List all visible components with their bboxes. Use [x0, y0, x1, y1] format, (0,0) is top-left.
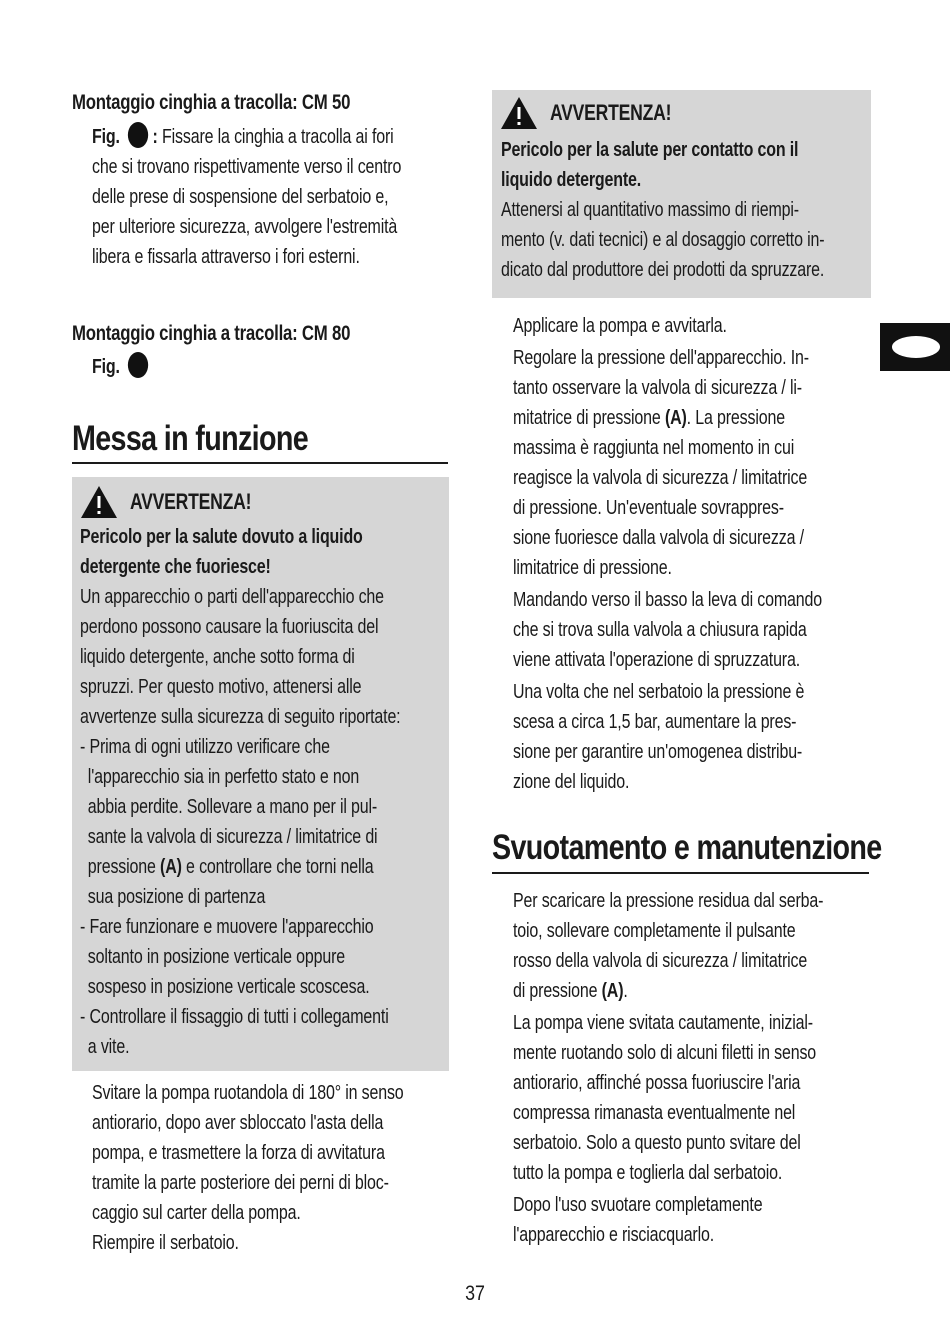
warning-bullet-line: soltanto in posizione verticale oppure — [87, 945, 345, 968]
step-line: Mandando verso il basso la leva di comando — [513, 588, 823, 611]
step-line: sione fuoriesce dalla valvola di sicurezza / — [513, 526, 804, 549]
section-title-svuotamento: Svuotamento e manutenzione — [492, 828, 882, 867]
maint-line: antiorario, affinché possa fuoriuscire l'aria — [513, 1071, 801, 1094]
maint-line: compressa rimanasta eventualmente nel — [513, 1101, 796, 1124]
warning-text — [80, 522, 440, 1062]
warning-title: AVVERTENZA! — [130, 489, 252, 514]
step-line: zione del liquido. — [513, 770, 630, 793]
body-line: Svitare la pompa ruotandola di 180° in senso — [92, 1081, 404, 1104]
step-line: mitatrice di pressione (A). La pressione — [513, 406, 785, 429]
page-number: 37 — [465, 1282, 485, 1305]
body-line: pompa, e trasmettere la forza di avvitatura — [92, 1141, 385, 1164]
cm50-body — [92, 122, 452, 272]
maint-line: Per scaricare la pressione residua dal serba- — [513, 889, 824, 912]
section-title-messa-in-funzione: Messa in funzione — [72, 419, 309, 458]
maint-line: tutto la pompa e toglierla dal serbatoio. — [513, 1161, 783, 1184]
body-line: Riempire il serbatoio. — [92, 1231, 239, 1254]
step-line: che si trova sulla valvola a chiusura rapida — [513, 618, 807, 641]
maintenance-text — [513, 886, 873, 1250]
warning-box-right — [492, 90, 871, 298]
cm50-text-first: Fissare la cinghia a tracolla ai fori — [162, 125, 394, 148]
warning-line: avvertenze sulla sicurezza di seguito riportate: — [80, 705, 401, 728]
maint-line: mente ruotando solo di alcuni filetti in senso — [513, 1041, 817, 1064]
step-line: Applicare la pompa e avvitarla. — [513, 314, 727, 337]
warning-triangle-icon — [80, 485, 118, 519]
cm50-line: per ulteriore sicurezza, avvolgere l'estremità — [92, 215, 398, 238]
step-line: Regolare la pressione dell'apparecchio. In- — [513, 346, 809, 369]
language-tab-oval-icon — [892, 336, 940, 358]
step-line: Una volta che nel serbatoio la pressione è — [513, 680, 805, 703]
maint-line: serbatoio. Solo a questo punto svitare del — [513, 1131, 801, 1154]
warning-bullet-line: sua posizione di partenza — [87, 885, 266, 908]
warning-text — [501, 135, 863, 285]
warning-bullet-line: abbia perdite. Sollevare a mano per il pul- — [87, 795, 378, 818]
warning-bold-line: Pericolo per la salute dovuto a liquido — [80, 525, 363, 548]
steps-text — [513, 311, 873, 797]
warning-bullet-line: sospeso in posizione verticale scoscesa. — [87, 975, 370, 998]
section-rule — [492, 872, 869, 874]
warning-bullet-line: sante la valvola di sicurezza / limitatrice di — [87, 825, 378, 848]
section-rule — [72, 462, 448, 464]
maint-line: l'apparecchio e risciacquarlo. — [513, 1223, 715, 1246]
warning-bullet-line: - Controllare il fissaggio di tutti i collegamenti — [80, 1005, 389, 1028]
valve-reference-label: (A) — [601, 979, 624, 1002]
warning-line: liquido detergente, anche sotto forma di — [80, 645, 355, 668]
after-warning-text — [92, 1078, 452, 1258]
step-line: reagisce la valvola di sicurezza / limitatrice — [513, 466, 808, 489]
step-line: limitatrice di pressione. — [513, 556, 672, 579]
warning-line: spruzzi. Per questo motivo, attenersi alle — [80, 675, 362, 698]
warning-triangle-icon — [500, 96, 538, 130]
step-line: tanto osservare la valvola di sicurezza / li- — [513, 376, 802, 399]
maint-line: rosso della valvola di sicurezza / limitatrice — [513, 949, 808, 972]
step-line: massima è raggiunta nel momento in cui — [513, 436, 795, 459]
maint-line: di pressione (A). — [513, 979, 628, 1002]
body-line: antiorario, dopo aver sbloccato l'asta della — [92, 1111, 384, 1134]
warning-line: Attenersi al quantitativo massimo di riempi- — [501, 198, 799, 221]
warning-bold-line: liquido detergente. — [501, 168, 642, 191]
warning-line: perdono possono causare la fuoriuscita del — [80, 615, 379, 638]
fig-colon: : — [152, 125, 158, 148]
warning-line: dicato dal produttore dei prodotti da spruzzare. — [501, 258, 825, 281]
body-line: caggio sul carter della pompa. — [92, 1201, 301, 1224]
cm50-line: delle prese di sospensione del serbatoio e, — [92, 185, 389, 208]
step-line: scesa a circa 1,5 bar, aumentare la pres- — [513, 710, 797, 733]
cm50-first-line — [92, 122, 451, 152]
warning-bullet-line: l'apparecchio sia in perfetto stato e non — [87, 765, 360, 788]
fig-label: Fig. — [92, 125, 120, 148]
step-line: di pressione. Un'eventuale sovrappres- — [513, 496, 784, 519]
warning-box-left — [72, 477, 449, 1071]
language-tab-marker — [880, 323, 950, 371]
fig-label: Fig. — [92, 355, 120, 378]
body-line: tramite la parte posteriore dei perni di bloc- — [92, 1171, 389, 1194]
warning-line: mento (v. dati tecnici) e al dosaggio corretto in- — [501, 228, 825, 251]
valve-reference-label: (A) — [160, 855, 182, 878]
figure-bullet-icon — [128, 122, 148, 148]
maint-line: La pompa viene svitata cautamente, inizial- — [513, 1011, 813, 1034]
warning-bold-line: Pericolo per la salute per contatto con il — [501, 138, 799, 161]
warning-header — [80, 485, 282, 519]
warning-bullet-line: - Prima di ogni utilizzo verificare che — [80, 735, 330, 758]
warning-bullet-line: - Fare funzionare e muovere l'apparecchio — [80, 915, 374, 938]
maint-line: Dopo l'uso svuotare completamente — [513, 1193, 763, 1216]
cm50-line: libera e fissarla attraverso i fori esterni. — [92, 245, 360, 268]
warning-title: AVVERTENZA! — [550, 100, 672, 125]
step-line: viene attivata l'operazione di spruzzatura. — [513, 648, 801, 671]
warning-bold-line: detergente che fuoriesce! — [80, 555, 271, 578]
warning-header — [500, 96, 702, 130]
warning-line: Un apparecchio o parti dell'apparecchio che — [80, 585, 384, 608]
valve-reference-label: (A) — [664, 406, 687, 429]
figure-bullet-icon — [128, 352, 148, 378]
warning-bullet-line: a vite. — [87, 1035, 130, 1058]
maint-line: toio, sollevare completamente il pulsante — [513, 919, 796, 942]
cm50-heading: Montaggio cinghia a tracolla: CM 50 — [72, 91, 351, 114]
cm80-heading: Montaggio cinghia a tracolla: CM 80 — [72, 322, 351, 345]
step-line: sione per garantire un'omogenea distribu- — [513, 740, 803, 763]
cm50-line: che si trovano rispettivamente verso il centro — [92, 155, 402, 178]
warning-bullet-line: pressione (A) e controllare che torni nella — [87, 855, 374, 878]
